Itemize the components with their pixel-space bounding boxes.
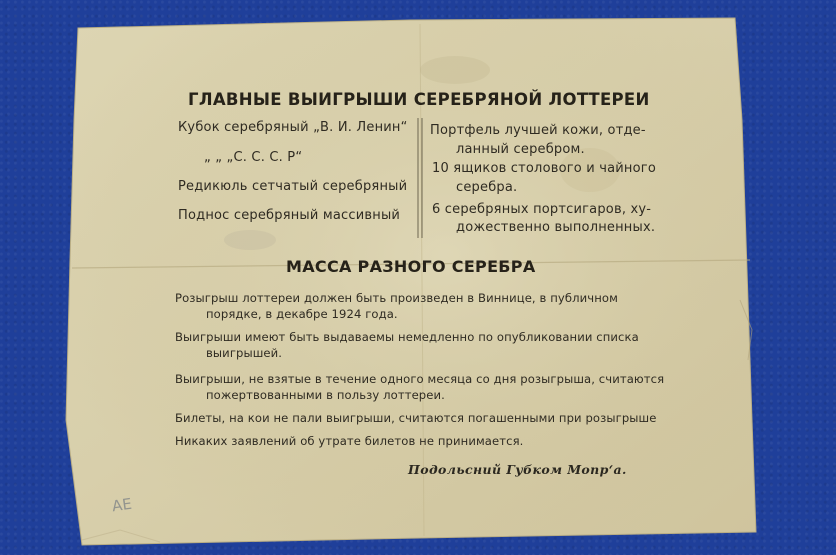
signature: Подольсний Губком Мопр‘а. — [408, 462, 627, 477]
prize-right-1: Портфель лучшей кожи, отде- — [430, 123, 646, 138]
paragraph-5: Никаких заявлений об утрате билетов не принимается. — [175, 434, 524, 448]
handwritten-note: АЕ — [110, 494, 133, 516]
prize-left-2: „ „ „С. С. С. Р“ — [204, 150, 303, 165]
paragraph-2-line-2: выигрышей. — [206, 346, 283, 360]
subtitle: МАССА РАЗНОГО СЕРЕБРА — [286, 257, 536, 276]
prize-left-3: Редикюль сетчатый серебряный — [178, 179, 408, 194]
page-title: ГЛАВНЫЕ ВЫИГРЫШИ СЕРЕБРЯНОЙ ЛОТТЕРЕИ — [188, 90, 650, 109]
paragraph-4: Билеты, на кои не пали выигрыши, считаются погашенными при розыгрыше — [175, 411, 657, 425]
prize-right-5: 6 серебряных портсигаров, ху- — [432, 202, 652, 217]
paragraph-1-line-1: Розыгрыш лоттереи должен быть произведен в Виннице, в публичном — [175, 291, 618, 305]
paragraph-1-line-2: порядке, в декабре 1924 года. — [206, 307, 398, 321]
paragraph-3-line-2: пожертвованными в пользу лоттереи. — [206, 388, 445, 402]
prize-right-6: дожественно выполненных. — [456, 220, 656, 235]
prize-left-1: Кубок серебряный „В. И. Ленин“ — [178, 120, 408, 135]
prize-right-2: ланный серебром. — [456, 142, 585, 157]
prize-right-4: серебра. — [456, 180, 518, 195]
prize-left-4: Поднос серебряный массивный — [178, 208, 401, 223]
paragraph-2-line-1: Выигрыши имеют быть выдаваемы немедленно по опубликовании списка — [175, 330, 639, 344]
paragraph-3-line-1: Выигрыши, не взятые в течение одного месяца со дня розыгрыша, считаются — [175, 372, 665, 386]
prize-right-3: 10 ящиков столового и чайного — [432, 161, 656, 176]
